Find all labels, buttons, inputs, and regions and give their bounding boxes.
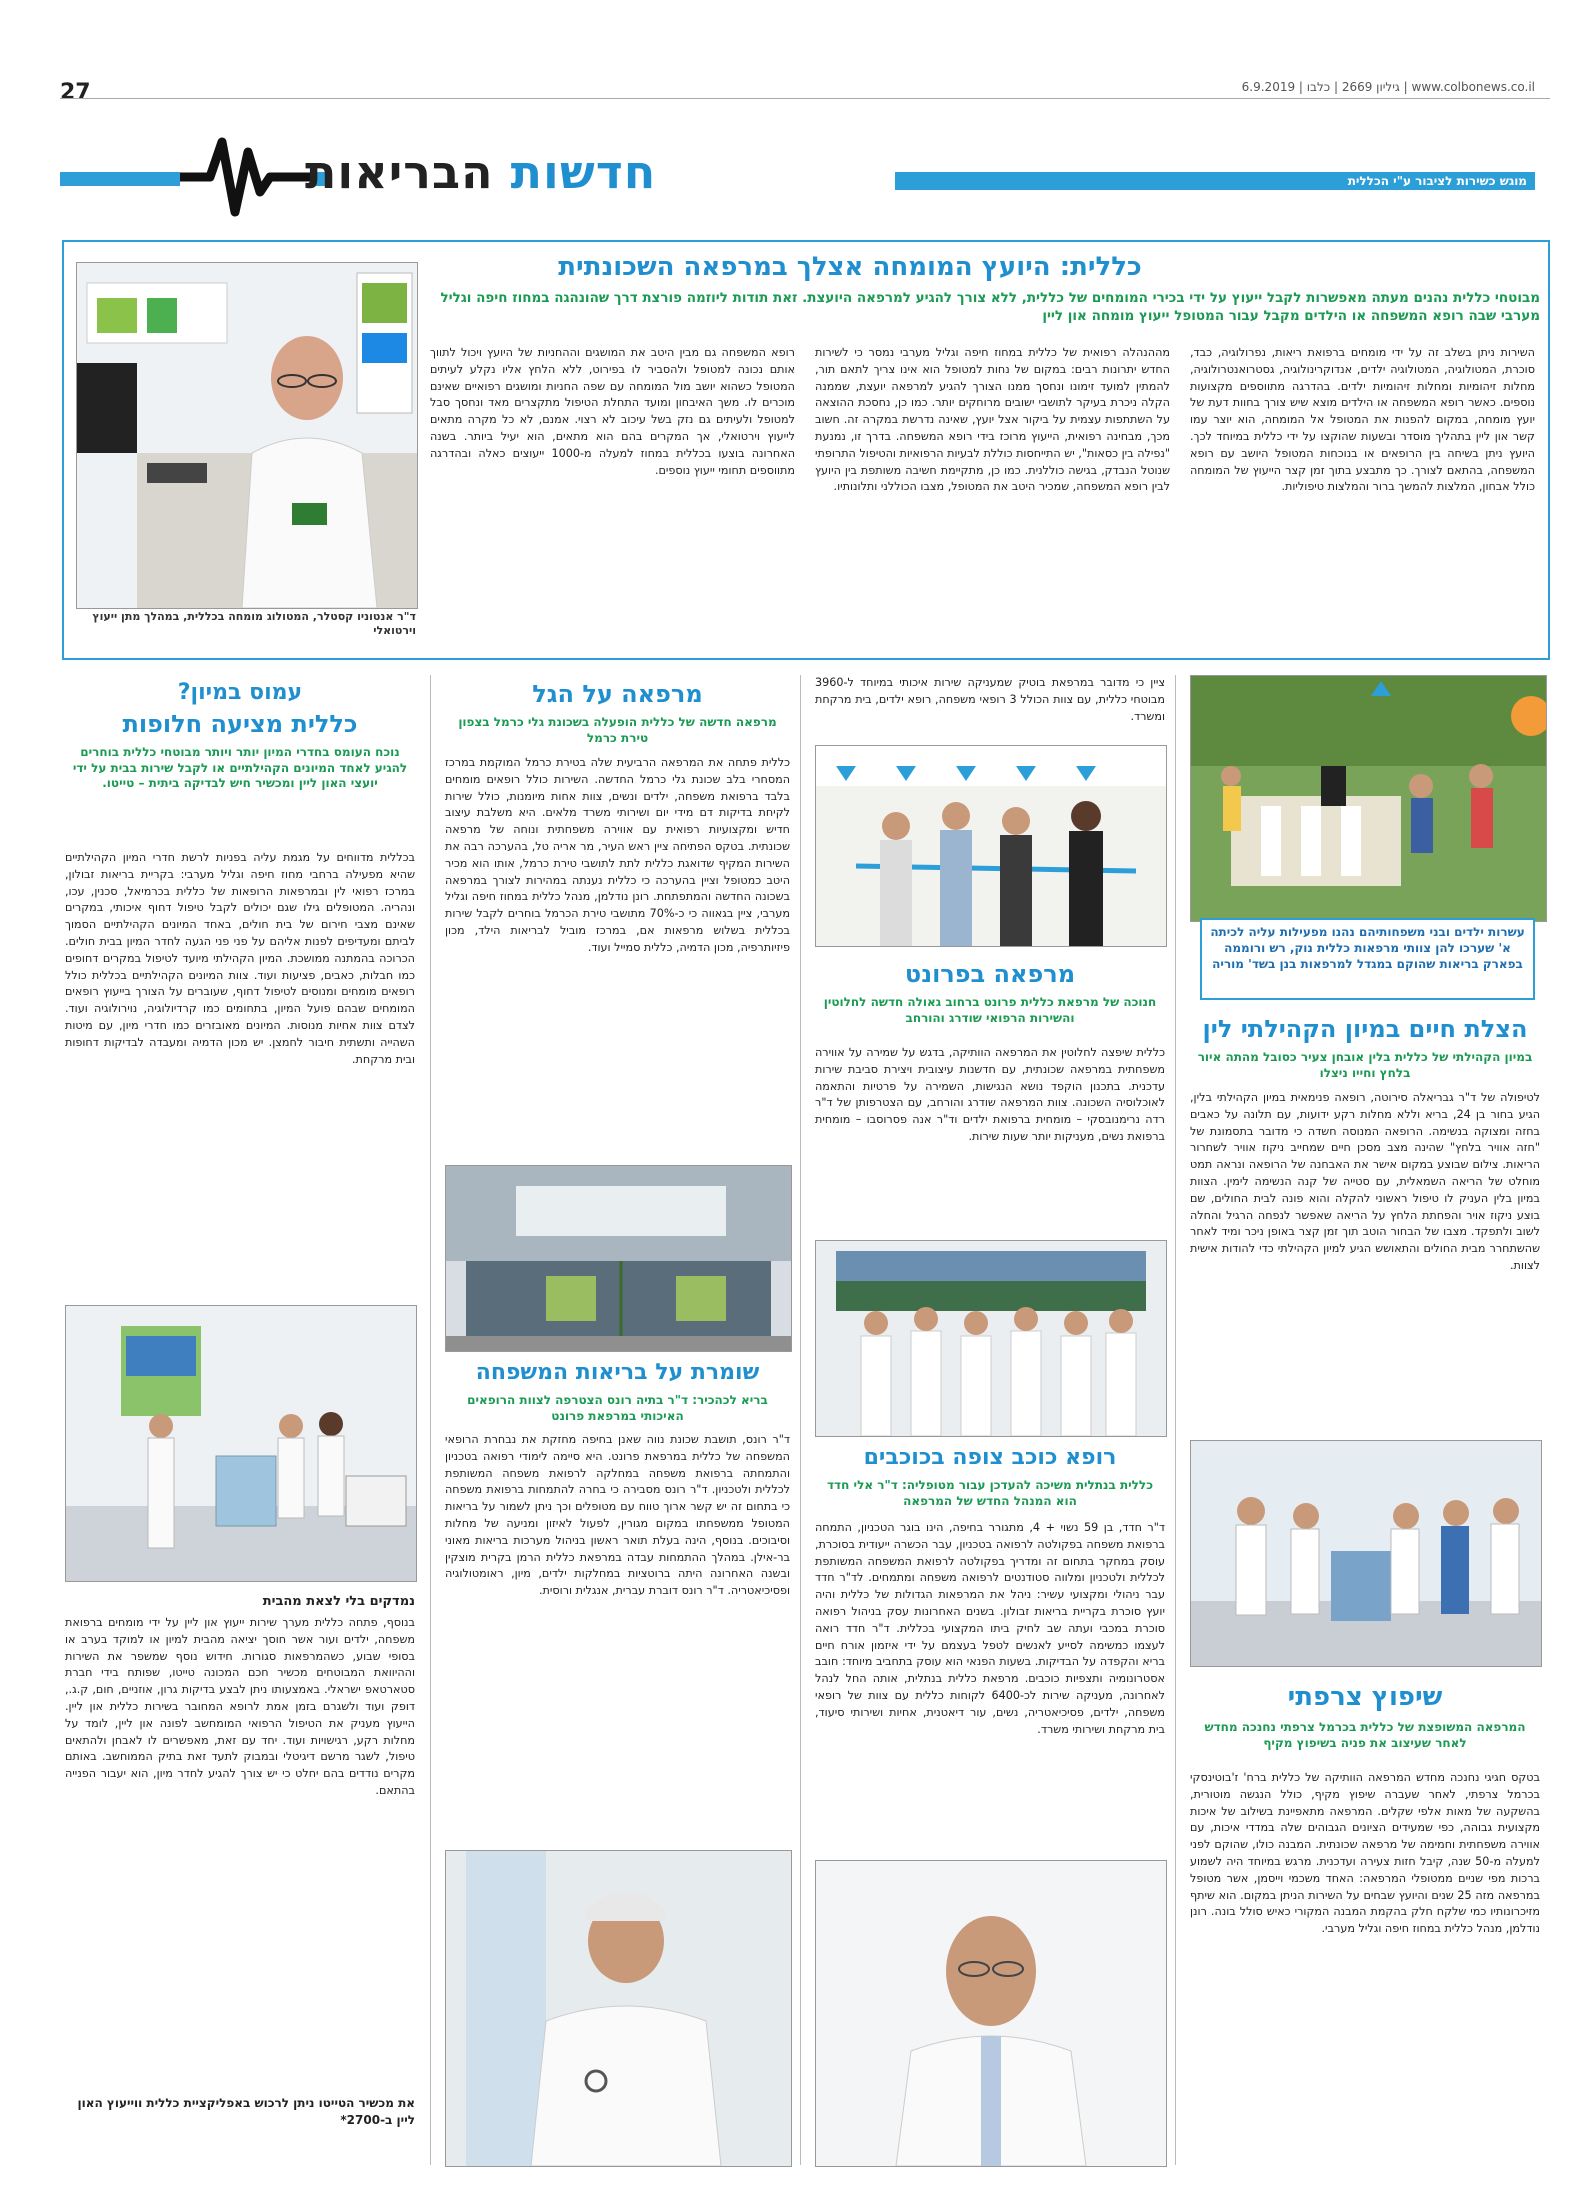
section-heading: נמדקים בלי לצאת מהבית <box>262 1594 415 1609</box>
header-rule <box>60 98 1550 99</box>
article-subtitle: במיון הקהילתי של כללית בלין אובחן צעיר כסובל מהתה איור בלחץ וחייו ניצלו <box>1197 1050 1533 1080</box>
ribbon-cutting-photo <box>815 745 1167 947</box>
article-title: שומרת על בריאות המשפחה <box>475 1360 760 1385</box>
article-subtitle: בריא לכהכיר: ד"ר בתיה רונס הצטרפה לצוות הרופאים האיכותי במרפאת פרונט <box>467 1393 768 1423</box>
school-event-photo <box>1190 675 1547 922</box>
column-divider <box>800 675 801 2165</box>
front-clinic-staff-photo <box>815 1240 1167 1437</box>
article-body: בטקס חגיגי נחנכה מחדש המרפאה הוותיקה של כללית ברח' ז'בוטינסקי בכרמל צרפתי, לאחר שעברה שיפוץ מקיף, כולל הנגשה מוטורית, בהשקעה של מאות אלפי שקלים. המרפאה מתאפיינת בשילוב של איכות מקצועית גבוהה, כפי שמעידים הציונים הגבוהים שלה במדדי איכות, עם אווירה משפחתית וחמימה של מרפאה שכונתית. המבנה כולו, שהוקם לפני למעלה מ-50 שנה, קיבל חזות צעירה ועדכנית. מרגש במיוחד היה לשמוע ברכות מפי שניים ממטופלי המרפאה: האחד משכמי וייסמן, אשר מטופל במרפאה מזה 25 שנים והיועץ שבחים על השירות הניתן במקום. הוא שיתף מזיכרונותיו כמי שלקח חלק בהקמת המבנה המקורי כאיש סולל בונה. רונן נודלמן, מנהל כללית במחוז חיפה וגליל מערבי. <box>1190 1771 1540 1936</box>
column-divider <box>430 675 431 2165</box>
article-title: מרפאה בפרונט <box>904 960 1076 988</box>
article-intro: ציין כי מדובר במרפאת בוטיק שמעניקה שירות איכותי במיוחד ל-3960 מבוטחי כללית, עם צוות הכולל 3 רופאי משפחה, רופא ילדים, בית מרקחת ומשרד. <box>815 676 1165 723</box>
article-title-line2: כללית מציעה חלופות <box>122 710 358 738</box>
article-body: כללית פתחה את המרפאה הרביעית שלה בטירת כרמל המוקמת במרכז המסחרי בלב שכונת גלי כרמל החדשה. השירות כולל רופאים מומחים בלבד ברפואת משפחה, ילדים ונשים, צוות אחות מיומנות, כולל שירות לקיחת בדיקות דם מידי יום ושירותי משרד מלאים. היא משלבת עיצוב חדיש ומקצועיות רפואית עם אווירה משפחתית ונוחה של מרפאה שכונתית. בטקס הפתיחה ציין ראש העיר, מר אריה טל, בהערכה רבה את השירות המקיף שדואגת כללית לתת לתושבי טירת כרמל, אותו הוא מכיר היטב כמטופל וציין בהערכה כי כללית נענתה במהירות לצורך במרפאה בשכונה החדשה והמתפתחת. רונן נודלמן, מנהל כללית במחוז חיפה וגליל מערבי, ציין בגאווה כי כ-70% מתושבי טירת הכרמל בוחרים לקבל שירות בכללית בשלוש מרפאות אם, במרכז מוביל לבריאות הילד, מכון פיזיותרפיה, מכון הדמיה, כללית סמייל ועוד. <box>445 756 790 954</box>
section-title-blue: חדשות <box>510 145 657 199</box>
galei-carmel-clinic-photo <box>445 1165 792 1352</box>
article-body: לטיפולה של ד"ר גבריאלה סירוטה, רופאה פנימאית במיון הקהילתי בלין, הגיע בחור בן 24, בריא וללא מחלות רקע ידועות, עם תלונה על כאבים בחזה ומצוקה בנשימה. הרופאה המנוסה חשדה כי מדובר בתסמונת של "חזה אוויר בלחץ" שהינה מצב מסכן חיים שמחייב ניקוז אוויר לשחרור הריאות. צילום שבוצע במקום אישר את האבחנה של הרופאה ונראה תמט מוחלט של הריאה השמאלית, עם סטייה של קנה הנשימה לימין. הצוות במיון בלין העניק לו טיפול ראשוני להקלה והוא פונה לבית החולים, שם בוצע ניקוז אויר והפחתת הלחץ על הריאה שאפשר לנפחה הרגיל והחלה לשוב ולתפקד. מצבו של הבחור הוטב תוך זמן קצר באופן ניכר ומיד לאחר שהשתחרר מבית החולים והתאושש הגיע למיון הקהילתי כדי להודות אישית לצוות. <box>1190 1091 1540 1272</box>
article-title: רופא כוכב צופה בכוכבים <box>863 1445 1117 1470</box>
footer-note: את מכשיר הטייטו ניתן לרכוש באפליקציית כללית ווייעוץ האון ליין ב-2700* <box>77 2096 415 2127</box>
issue-info: 6.9.2019 | גיליון 2669 | כלבו | www.colbonews.co.il <box>1241 80 1535 94</box>
feature-photo-caption: ד"ר אנטוניו קסטלר, המטולוג מומחה בכללית, במהלך מתן ייעוץ וירטואלי <box>92 610 416 638</box>
section-title-black: הבריאות <box>305 145 494 199</box>
community-er-photo <box>65 1305 417 1582</box>
section-body: בנוסף, פתחה כללית מערך שירות ייעוץ און ליין על ידי מומחים ברפואת משפחה, ילדים ועור אשר חוסך יציאה מהבית למיון או למוקד בערב או בסופי שבוע, כשהמרפאות סגורות. חידוש נוסף שמשפר את השירות וההיוואת המבוטחים מכשיר חכם המכונה טייטו, שפותח בידי חברת סטארטאפ ישראלי. באמצעותו ניתן לבצע בדיקות גרון, אוזניים, חום, ק.ג., דופק ועוד ולשגרם בזמן אמת לרופא המחובר בשירות כללית און ליין. הייעוץ מעניק את הטיפול הרפואי המומחשב לפונה און ליין, לומד על מחלות רקע, רגישויות ועוד. יחד עם זאת, מאפשרים לו לאבחן ולהתאים טיפול, לשגר מרשם דיגיטלי ובמבוק לתעד זאת בתיק הממוחשב. באותם מקרים נודדים בהם יחלט כי יש צורך להגיע לחדר מיון, הוא יעבור הפנייה בהתאם. <box>65 1616 415 1797</box>
article-subtitle: כללית בנתלית משיכה להעדכן עבור מטופליה: ד"ר אלי חדד הוא המנהל החדש של המרפאה <box>827 1478 1153 1508</box>
section-title <box>305 145 656 199</box>
article-subtitle: המרפאה המשופצת של כללית בכרמל צרפתי נחנכה מחדש לאחר שעיצוב את פניה בשיפוץ מקיף <box>1204 1720 1526 1750</box>
staff-photo-lin <box>1190 1440 1542 1667</box>
feature-photo <box>76 262 418 609</box>
feature-subtitle: מבוטחי כללית נהנים מעתה מאפשרות לקבל ייעוץ על ידי בכירי המומחים של כללית, ללא צורך להגיע למרפאה היועצת. זאת תודות ליוזמה פורצת דרך שהונהגה במחוז חיפה וגליל מערבי שבה רופא המשפחה או הילדים מקבל עבור המטופל ייעוץ מומחה און ליין <box>440 290 1540 324</box>
pulse-icon <box>180 132 310 222</box>
article-subtitle: מרפאה חדשה של כללית הופעלה בשכונת גלי כרמל בצפון טירת כרמל <box>458 715 777 745</box>
article-title-line1: עמוס במיון? <box>177 680 303 705</box>
dr-hadad-photo <box>815 1860 1167 2167</box>
article-body: כללית שיפצה לחלוטין את המרפאה הוותיקה, בדגש על שמירה על אווירה משפחתית במרפאה שכונתית, עם חדשנות עיצובית ויצירת סביבת שירות עדכנית. בתכנון הוקפד נושא הנגישות, השמירה על פרטיות והתאמה לאוכלוסיה השכונה. צוות המרפאה שודרג והורחב, עם הצטרפותן של ד"ר רדה נרימנובסקי – מומחית ברפואת ילדים וד"ר אנה פסרוסבו – מומחית ברפואת נשים, מעניקות יותר שעות שירות. <box>815 1046 1165 1143</box>
article-subtitle: נוכח העומס בחדרי המיון יותר ויותר מבוטחי כללית בוחרים להגיע לאחד המיונים הקהילתיים או לקבל שירות בבית על ידי יועצי האון ליין ומכשיר חיש לבדיקה ביתית – טייטו. <box>72 745 408 791</box>
dr-ronis-photo <box>445 1850 792 2167</box>
page-number: 27 <box>60 80 91 105</box>
article-body: ד"ר חדד, בן 59 נשוי + 4, מתגורר בחיפה, הינו בוגר הטכניון, התמחה ברפואת משפחה בפקולטה לרפואה בטכניון, עבר הכשרה ייעודית בסוכרת, עוסק במחקר בתחום זה ומדריך בפקולטה לרפואת המשפחה המשותפת לכללית ולטכניון ומלווה סטודנטים לרפואה משפחה ומתמחים. לד"ר חדד עבר ניהולי ומקצועי עשיר: ניהל את המרפאות הגדולות של כללית והיה יועץ סוכרת בקריית בריאות זבולון. בשנים האחרונות עסק בניהול רפואה סוכרת במכבי ועתה שב לחיק ביתו המקצועי בכללית. ד"ר חדד רואה לעצמו כמשימה לסייע לאנשים לטפל בעצמם על ידי איזמון אורח חיים בריא והקפדה על הבדיקות. בשעות הפנאי הוא עוסק בתחביב מיוחד: חובב אסטרונומיה ותצפיות כוכבים. מרפאת כללית בנתלית, אותה החל לנהל לאחרונה, מעניקה שירות לכ-6400 לקוחות כללית עם צוות של רופאי משפחה, ילדים, פסיכיאטריה, נשים, עור דיאטנית, אחיות ושירותי סיעוד, בית מרקחת ושירותי משרד. <box>815 1521 1165 1736</box>
article-subtitle: חנוכה של מרפאת כללית פרונט ברחוב גאולה חדשה לחלוטין והשירות הרפואי שודרג והורחב <box>823 995 1157 1025</box>
feature-col-2: מההנהלה רפואית של כללית במחוז חיפה וגליל מערבי נמסר כי לשירות החדש יתרונות רבים: במקום של נחות למטופל הוא אינו צריך לתאם תור, להמתין למועד זימונו ונחסך ממנו הצורך להגיע למרפאה יועצת, שממנה הקלה ניכרת בעיקר לתושבי ישובים מרוחקים יותר. כמו כן, נחסכת ההוצאה על השתתפות עצמית על ביקור אצל יועץ, שאינה נדרשת במקרה זה. חשוב מכך, מבחינה רפואית, הייעוץ מרוכז בידי רופא המשפחה. בדרך זו, נמנעת "נפילה בין כסאות", יש התייחסות כוללת לבעיות הרפואיות והטיפול התרופתי שנוטל הנבדק, בגישה כוללנית. כמו כן, מתקיימת חשיבה משותפת בין היועץ לבין רופא המשפחה, שמכיר היטב את המטופל, מצבו הכוללני ותלונותיו. <box>815 346 1170 494</box>
article-title: שיפוץ צרפתי <box>1287 1682 1443 1712</box>
feature-title: כללית: היועץ המומחה אצלך במרפאה השכונתית <box>558 252 1142 282</box>
column-divider <box>1175 675 1176 2165</box>
article-title: מרפאה על הגל <box>532 680 703 708</box>
article-title: הצלת חיים במיון הקהילתי לין <box>1202 1015 1528 1043</box>
banner-bar-left <box>60 172 180 186</box>
feature-col-1: השירות ניתן בשלב זה על ידי מומחים ברפואת ריאות, נפרולוגיה, כבד, סוכרת, המטולוגיה, המטולוגיה ילדים, אנדוקרינולוגיה, גסטרואנטרולוגיה, מחלות זיהומיות ומחלות זיהומיות ילדים. בהדרגה מתווספים מקצועות נוספים. כאשר רופא המשפחה או הילדים מוצא שיש צורך בחוות דעת של יועץ מומחה, במקום להפנות את המטופל אל המומחה, הוא יוצר עמו קשר און ליין בתהליך מוסדר ובשעות שהוקצו על ידי כללית במיוחד לכך. היועץ ניתן בשיחה בין הרופאים או בנוכחות המטופל היושב עם רופא המשפחה, בהתאם לצורך. כך מתבצע בתוך זמן קצר הייעוץ של המומחה כולל אבחון, המלצות להמשך ברור והמלצות טיפוליות. <box>1190 346 1535 494</box>
feature-col-3: רופא המשפחה גם מבין היטב את המושגים וההחניות של היועץ ויכול לתווך אותם נכונה למטופל ולהסביר לו בפירוט, ללא הלחץ אליו נקלע לעיתים המטופל כשהוא יושב מול המומחה עם שפה החניות ומושגים רפואיים שאינם מוכרים לו. משך האיבחון ומועד התחלת הטיפול מתקצרים מאד ונחסך סבל למטופל ולעיתים גם נזק בשל עיכוב לא רצוי. אמנם, לא כל מקרה מתאים לייעוץ וירטואלי, אך המקרים בהם הוא מתאים, הוא יעיל ביותר. בשנה האחרונה בוצעו בכללית במחוז למעלה מ-1000 ייעוצים כאלה ובהדרגה מתווספים תחומי ייעוץ נוספים. <box>430 346 795 477</box>
article-body: בכללית מדווחים על מגמת עליה בפניות לרשת חדרי המיון הקהילתיים שהיא מפעילה ברחבי מחוז חיפה וגליל מערבי: בקריית בריאות זבולון, במרכז רפואי לין ובמרפאות הרופאות של כללית בכרמיאל, סכנין, עכו, ונהריה. המטופלים גילו שגם יכולים לקבל טיפול דחוף איכותי, במקרים שאינם מצבי חירום של בית חולים, באחד המיונים הקהילתיים הסמוך לביתם ומעדיפים לפנות אליהם על פני פני הגעה לחדר המיון בבית חולים. הכרוכה בהמתנה ממושכת. המיון הקהילתי מיועד לטיפול במקרים דחופים כמו חבלות, כאבים, פציעות ועוד. צוות המיונים הקהילתיים בכללית כולל רופאים מומחים ומנוסים לטיפול דחוף, שעוברים על הצורך בייעוץ רופאים המומחים שבהם פועל המיון, בתחומים כמו קרדיולוגיה, נוירולוגיה ועוד. לצדם צוות אחיות מנוסות. המיונים מאובזרים כמו חדרי מיון, עם מיטות השהייה ותשתית חיבור לחמצן. יש מכון הדמיה ומעבדה לבדיקות דחופות ובית מרקחת. <box>65 851 415 1066</box>
banner-tagline: מוגש כשירות לציבור ע"י הכללית <box>895 172 1535 190</box>
article-body: ד"ר רונס, תושבת שכונת נווה שאנן בחיפה מחזקת את נבחרת הרופאי המשפחה של כללית במרפאת פרונט. היא סיימה לימודי רפואה בטכניון והתמחתה ברפואת משפחה במחלקה לרפואת משפחה המשותפת לכללית ולטכניון. ד"ר רונס מסבירה כי בחרה להתמחות ברפואת משפחה כי בתחום זה יש קשר ארוך טווח עם מטופלים וכך ניתן לשמור על בריאות המטופל ממשפחתו במקום מגורין, לפעול לאיזון ומניעה של מחלות וסיבוכים. בנוסף, הינה בעלת תואר ראשון בניהול מערכות בריאות מאוני בר-אילן. במהלך ההתמחות עבדה במרפאת כללית הרמן בקרית מוצקין ובשנה האחרונה היתה ברוטציות במחלקות ילדים, מיון, ראומטולוגיה ופסיכיאטריה. ד"ר רונס דוברת עברית, אנגלית ורוסית. <box>445 1433 790 1598</box>
school-event-caption: עשרות ילדים ובני משפחותיהם נהנו מפעילות עליה לכיתה א' שערכו להן צוותי מרפאות כללית נוק, רש ורוממה בפארק בריאות שהוקם במגדל למרפאות בנן בשד' מוריה <box>1200 918 1535 1000</box>
